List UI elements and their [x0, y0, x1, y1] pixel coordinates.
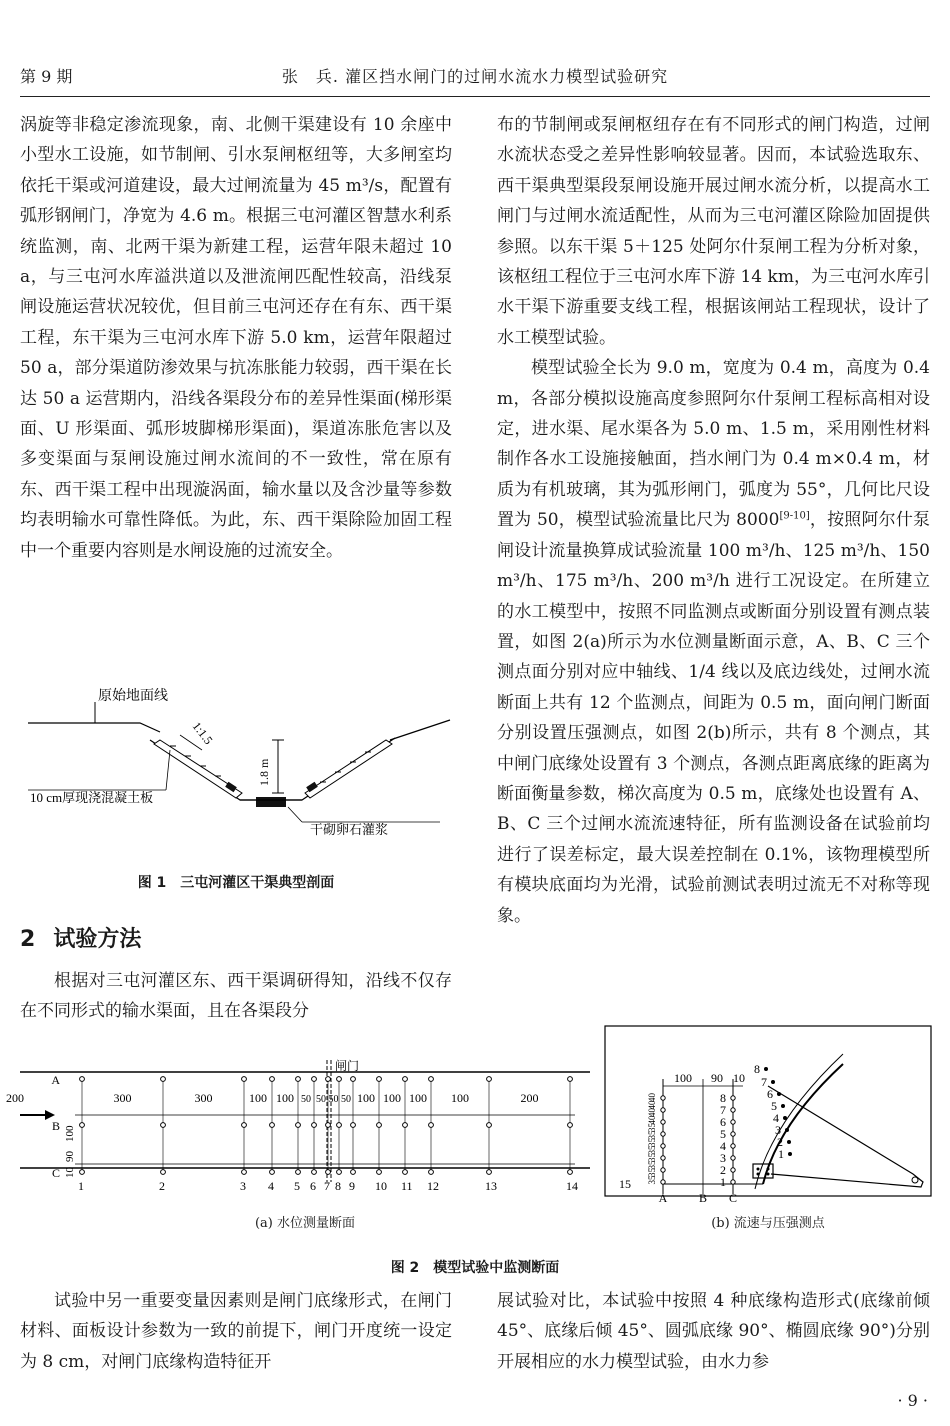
figure-1-caption: 图 1 三屯河灌区干渠典型剖面 [137, 875, 335, 891]
left-dim: 35 [647, 1175, 657, 1185]
spacing-label: 100 [383, 1091, 401, 1105]
gate-point-number: 2 [777, 1135, 783, 1149]
measure-point [487, 1123, 492, 1128]
gate-point-number: 8 [754, 1062, 760, 1076]
label-concrete: 10 cm厚现浇混凝土板 [30, 790, 154, 805]
body-paragraph: 试验中另一重要变量因素则是闸门底缘形式，在闸门材料、面板设计参数为一致的前提下，闸门开度统一设定为 8 cm，对闸门底缘构造特征开 [20, 1291, 452, 1372]
body-paragraph: 展试验对比，本试验中按照 4 种底缘构造形式(底缘前倾 45°、底缘后倾 45°、圆弧底缘 90°、椭圆底缘 90°)分别开展相应的水力模型试验，由水力参 [497, 1291, 930, 1372]
pressure-point-number: 4 [720, 1139, 726, 1153]
pressure-point [661, 1096, 665, 1100]
measure-point [326, 1077, 331, 1082]
measure-point [312, 1077, 317, 1082]
left-column-sec2 [20, 966, 452, 1027]
left-dim: 35 [647, 1130, 657, 1140]
measure-point [312, 1123, 317, 1128]
spacing-label: 50 [316, 1094, 326, 1105]
measure-point [80, 1077, 85, 1082]
point-number: 13 [485, 1179, 497, 1193]
measure-point [487, 1077, 492, 1082]
label-gravel: 干砌卵石灌浆 [310, 822, 389, 837]
spacing-label: 100 [409, 1091, 427, 1105]
measure-point [337, 1123, 342, 1128]
point-number: 14 [566, 1179, 578, 1193]
pressure-point [661, 1108, 665, 1112]
pressure-point [731, 1168, 735, 1172]
figure-1-canal-section [20, 680, 452, 850]
body-paragraph [497, 353, 930, 931]
point-number: 1 [78, 1179, 84, 1193]
body-paragraph: 根据对三屯河灌区东、西干渠调研得知，沿线不仅存在不同形式的输水渠面，且在各渠段分 [20, 971, 452, 1022]
gate-point-number: 5 [771, 1099, 777, 1113]
section-title: 试验方法 [53, 927, 142, 952]
gate-label: 闸门 [335, 1059, 360, 1073]
point-number: 10 [375, 1179, 387, 1193]
body-paragraph: 布的节制闸或泵闸枢纽存在有不同形式的闸门构造，过闸水流状态受之差异性影响较显著。因而，本试验选取东、西干渠典型渠段泵闸设施开展过闸水流分析，以提高水工闸门与过闸水流适配性，从而为三屯河灌区除险加固提供参照。以东干渠 5＋125 处阿尔什泵闸工程为分析对象，该枢纽工程位于三屯河水库下游 14 km，为三屯河水库引水干渠下游重要支线工程，根据该闸站工程现状，设计了水工模型试验。 [497, 115, 930, 348]
point-number: 12 [427, 1179, 439, 1193]
gate-point [781, 1104, 785, 1108]
point-number: 7 [324, 1179, 330, 1193]
measure-point [351, 1170, 356, 1175]
measure-point [270, 1123, 275, 1128]
measure-point [242, 1077, 247, 1082]
measure-point [296, 1170, 301, 1175]
pressure-point [731, 1144, 735, 1148]
gate-point-number: 1 [778, 1147, 784, 1161]
spacing-label: 100 [451, 1091, 469, 1105]
figure-2b-subcaption: (b) 流速与压强测点 [711, 1216, 825, 1231]
pressure-point [731, 1156, 735, 1160]
column-label: B [698, 1191, 708, 1205]
gate-point [764, 1067, 768, 1071]
pressure-point [661, 1132, 665, 1136]
header-issue: 第 9 期 [20, 67, 73, 86]
left-dim: 40 [647, 1100, 657, 1110]
column-label: C [728, 1191, 738, 1205]
gate-point [771, 1080, 775, 1084]
label-ground-line: 原始地面线 [98, 689, 168, 704]
spacing-label: 200 [520, 1091, 539, 1105]
measure-point [377, 1123, 382, 1128]
measure-point [161, 1170, 166, 1175]
side-dim: 90 [64, 1151, 76, 1162]
gate-point [788, 1152, 792, 1156]
pressure-point [661, 1180, 665, 1184]
spacing-label: 50 [341, 1094, 351, 1105]
measure-point [242, 1123, 247, 1128]
pressure-point-number: 6 [720, 1115, 726, 1129]
measure-point [326, 1170, 331, 1175]
measure-point [161, 1077, 166, 1082]
side-dim: 100 [64, 1125, 76, 1142]
measure-point [326, 1123, 331, 1128]
measure-point [377, 1077, 382, 1082]
point-number: 3 [240, 1179, 246, 1193]
measure-point [80, 1170, 85, 1175]
measure-point [312, 1170, 317, 1175]
para2-part-b: ，按照阿尔什泵闸设计流量换算成试验流量 100 m³/h、125 m³/h、150 m³/h、175 m³/h、200 m³/h 进行工况设定。在所建立的水工模型中，按照不同监测点或断面分别设置有测点装置，如图 2(a)所示为水位测量断面示意，A、B、C 三个测点面分别对应中轴线、1/4 线以及底边线处，过闸水流断面上共有 12 个监测点，间距为 0.5 m，面向闸门断面分别设置压强测点，如图 2(b)所示，共有 8 个测点，其中闸门底缘处设置有 3 个测点，各测点距离底缘的距离为断面衡量参数，梯次高度为 0.5 m，底缘处也设置有 A、B、C 三个过闸水流流速特征，所有监测设备在试验前均进行了误差标定，最大误差控制在 0.1%，该物理模型所有模块底面均为光滑，试验前测试表明过流无不对称等现象。 [497, 510, 931, 926]
measure-point [161, 1123, 166, 1128]
point-number: 4 [268, 1179, 274, 1193]
citation-ref: [9-10] [779, 510, 810, 522]
point-number: 6 [310, 1179, 316, 1193]
pressure-point-number: 2 [720, 1163, 726, 1177]
point-number: 11 [401, 1179, 413, 1193]
pressure-point [731, 1108, 735, 1112]
pressure-point-number: 1 [720, 1175, 726, 1189]
measure-point [242, 1170, 247, 1175]
pressure-point [731, 1180, 735, 1184]
spacing-label: 100 [276, 1091, 294, 1105]
left-dim: 35 [647, 1153, 657, 1162]
measure-point [80, 1123, 85, 1128]
top-dim: 90 [711, 1071, 723, 1085]
header-rule [20, 96, 930, 97]
measure-point [377, 1170, 382, 1175]
left-dim: 40 [647, 1115, 657, 1125]
left-dim: 40 [647, 1093, 657, 1102]
measure-point [429, 1077, 434, 1082]
bottom-dim: 15 [619, 1177, 631, 1191]
point-number: 8 [335, 1179, 341, 1193]
left-column-top [20, 110, 452, 566]
measure-point [429, 1170, 434, 1175]
measure-point [337, 1077, 342, 1082]
measure-point [568, 1123, 573, 1128]
pressure-point [661, 1168, 665, 1172]
pressure-point-number: 3 [720, 1151, 726, 1165]
gate-point-number: 4 [773, 1111, 779, 1125]
pressure-point [661, 1144, 665, 1148]
gate-point-number: 7 [761, 1075, 767, 1089]
measure-point [429, 1123, 434, 1128]
top-dim: 10 [733, 1071, 745, 1085]
right-column-bottom [497, 1286, 930, 1377]
section-heading [20, 922, 141, 953]
label-depth: 1.8 m [257, 758, 271, 786]
measure-point [270, 1170, 275, 1175]
top-dim: 100 [674, 1071, 692, 1085]
figure-2b-pressure-points [603, 1024, 933, 1204]
left-dim: 35 [647, 1145, 657, 1155]
side-dims [64, 1125, 76, 1178]
top-dims [674, 1071, 745, 1085]
measure-point [568, 1170, 573, 1175]
figure-2a-water-level-section [6, 1050, 595, 1220]
left-dim: 35 [647, 1168, 657, 1177]
right-column [497, 110, 930, 931]
pressure-point [731, 1132, 735, 1136]
spacing-label: 300 [194, 1091, 213, 1105]
pressure-point [661, 1156, 665, 1160]
figure-2a-subcaption: (a) 水位测量断面 [254, 1216, 356, 1231]
para2-part-a: 模型试验全长为 9.0 m，宽度为 0.4 m，高度为 0.4 m，各部分模拟设施高度参照阿尔什泵闸工程标高相对设定，进水渠、尾水渠各为 5.0 m、1.5 m，采用刚性材料制作各水工设施接触面，挡水闸门为 0.4 m×0.4 m，材质为有机玻璃，其为弧形闸门，弧度为 55°，几何比尺设置为 50，模型试验流量比尺为 8000 [497, 358, 930, 531]
measure-point [337, 1170, 342, 1175]
point-number: 2 [159, 1179, 165, 1193]
pressure-point [661, 1120, 665, 1124]
pressure-point-number: 7 [720, 1103, 726, 1117]
spacing-label: 50 [301, 1094, 311, 1105]
gate-point-number: 6 [767, 1087, 773, 1101]
left-dim: 35 [647, 1160, 657, 1170]
left-dim: 40 [647, 1108, 657, 1117]
measure-point [487, 1170, 492, 1175]
running-title: 张 兵. 灌区挡水闸门的过闸水流水力模型试验研究 [281, 67, 669, 86]
point-number: 9 [349, 1179, 355, 1193]
gate-point [785, 1128, 789, 1132]
section-number: 2 [20, 927, 36, 952]
column-labels [659, 1191, 737, 1205]
left-dim: 35 [647, 1138, 657, 1147]
pressure-point [731, 1096, 735, 1100]
measure-point [270, 1077, 275, 1082]
row-label: A [51, 1073, 60, 1087]
measure-point [403, 1123, 408, 1128]
pressure-point-number: 5 [720, 1127, 726, 1141]
point-number: 5 [294, 1179, 300, 1193]
measure-point [403, 1077, 408, 1082]
figure-2-caption: 图 2 模型试验中监测断面 [390, 1260, 560, 1276]
measure-point [403, 1170, 408, 1175]
spacing-label: 100 [249, 1091, 267, 1105]
left-column-bottom [20, 1286, 452, 1377]
row-labels [51, 1073, 60, 1180]
column-label: A [658, 1191, 668, 1205]
measure-point [568, 1077, 573, 1082]
gate-point [787, 1140, 791, 1144]
spacing-label: 100 [357, 1091, 375, 1105]
measure-point [296, 1123, 301, 1128]
side-dim: 10 [64, 1167, 76, 1178]
measure-point [296, 1077, 301, 1082]
spacing-label: 200 [6, 1091, 24, 1105]
row-label: B [51, 1119, 60, 1133]
left-dim: 35 [647, 1123, 657, 1132]
spacing-label: 300 [113, 1091, 132, 1105]
spacing-label: 50 [328, 1094, 339, 1105]
pressure-point-number: 8 [720, 1091, 726, 1105]
pressure-point [731, 1120, 735, 1124]
row-label: C [51, 1166, 60, 1180]
body-paragraph: 涡旋等非稳定渗流现象，南、北侧干渠建设有 10 余座中小型水工设施，如节制闸、引水泵闸枢纽等，大多闸室均依托干渠或河道建设，最大过闸流量为 45 m³/s，配置有弧形钢闸门，净宽为 4.6 m。根据三屯河灌区智慧水利系统监测，南、北两干渠为新建工程，运营年限未超过 10 a，与三屯河水库溢洪道以及泄流闸匹配性较高，沿线泵闸设施运营状况较优，但目前三屯河还存在有东、西干渠工程，东干渠为三屯河水库下游 5.0 km，运营年限超过 50 a，部分渠道防渗效果与抗冻胀能力较弱，西干渠在长达 50 a 运营期内，沿线各渠段分布的差异性渠面(梯形渠面、U 形渠面、弧形坡脚梯形渠面)，渠道冻胀危害以及多变渠面与泵闸设施过闸水流间的不一致性，常在原有东、西干渠工程中出现漩涡面，输水量以及含沙量等参数均表明输水可靠性降低。为此，东、西干渠除险加固工程中一个重要内容则是水闸设施的过流安全。 [20, 115, 452, 561]
measure-points [78, 1077, 578, 1193]
gate-point-number: 3 [775, 1123, 781, 1137]
page-number: · 9 · [897, 1391, 928, 1410]
left-dims [647, 1093, 657, 1185]
label-slope: 1:1.5 [189, 719, 216, 748]
gate-point [777, 1092, 781, 1096]
gate-point [783, 1116, 787, 1120]
measure-point [351, 1123, 356, 1128]
measure-point [351, 1077, 356, 1082]
